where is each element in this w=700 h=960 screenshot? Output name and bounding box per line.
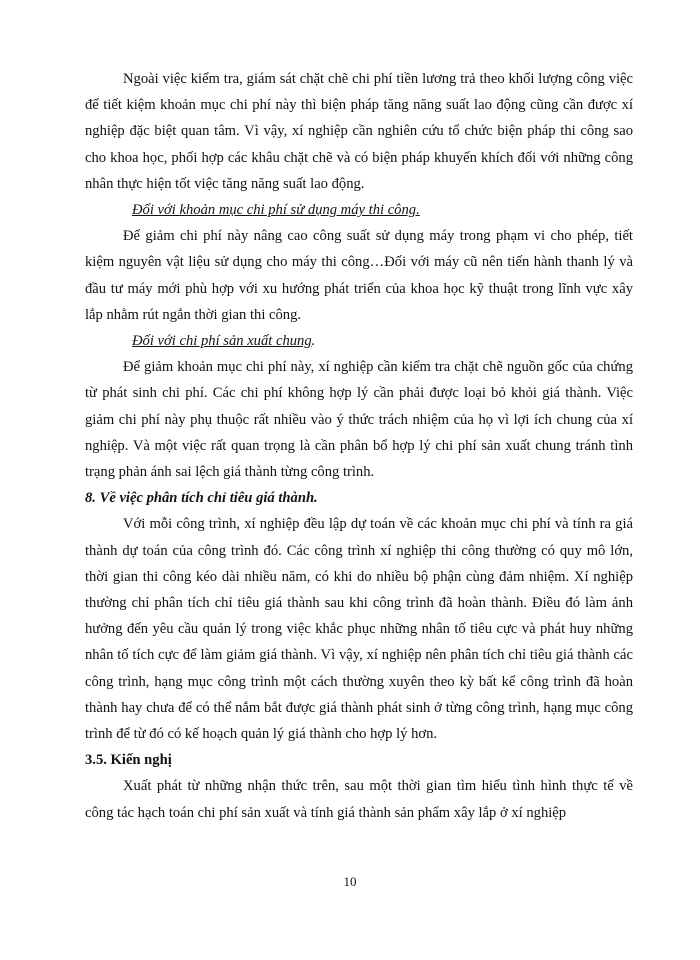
heading-cost-analysis: 8. Về việc phân tích chỉ tiêu giá thành. (85, 490, 318, 507)
paragraph-recommendations: Xuất phát từ những nhận thức trên, sau một thời gian tìm hiểu tình hình thực tế về công tác hạch toán chi phí sản xuất và tính giá thành sản phẩm xây lắp ở xí nghiệp (85, 778, 633, 821)
subheading-general-costs-period: . (311, 333, 316, 350)
subheading-general-costs-text: Đối với chi phí sản xuất chung (132, 333, 312, 350)
paragraph-cost-analysis: Với mỗi công trình, xí nghiệp đều lập dự toán về các khoản mục chi phí và tính ra giá thành dự toán của công trình đó. Các công trình xí nghiệp thi công thường có quy mô lớn, thời gian thi công kéo dài nhiều năm, có khi do nhiều bộ phận cùng đảm nhiệm. Xí nghiệp thường chỉ phân tích chỉ tiêu giá thành sau khi công trình đã hoàn thành. Điều đó làm ảnh hưởng đến yêu cầu quản lý trong việc khắc phục những nhân tố tiêu cực và phát huy những nhân tố tích cực để làm giảm giá thành. Vì vậy, xí nghiệp nên phân tích chỉ tiêu giá thành các công trình, hạng mục công trình một cách thường xuyên theo kỳ bất kể công trình đã hoàn thành hay chưa để có thể nắm bắt được giá thành phát sinh ở từng công trình, hạng mục công trình để từ đó có kế hoạch quản lý giá thành cho hợp lý hơn. (85, 516, 633, 743)
heading-recommendations: 3.5. Kiến nghị (85, 752, 172, 769)
paragraph-labor-productivity: Ngoài việc kiểm tra, giám sát chặt chẽ chi phí tiền lương trả theo khối lượng công việc để tiết kiệm khoản mục chi phí này thì biện pháp tăng năng suất lao động cũng cần được xí nghiệp đặc biệt quan tâm. Vì vậy, xí nghiệp cần nghiên cứu tổ chức biện pháp thi công sao cho khoa học, phối hợp các khâu chặt chẽ và có biện pháp khuyến khích đối với những công nhân thực hiện tốt việc tăng năng suất lao động. (85, 71, 633, 192)
paragraph-machine-costs: Để giảm chi phí này nâng cao công suất sử dụng máy trong phạm vi cho phép, tiết kiệm nguyên vật liệu sử dụng cho máy thi công…Đối với máy cũ nên tiến hành thanh lý và đầu tư máy mới phù hợp với xu hướng phát triển của khoa học kỹ thuật trong lĩnh vực xây lắp nhằm rút ngắn thời gian thi công. (85, 228, 633, 323)
document-page (85, 66, 633, 826)
subheading-general-costs (85, 328, 633, 354)
paragraph-general-costs: Để giảm khoản mục chi phí này, xí nghiệp cần kiểm tra chặt chẽ nguồn gốc của chứng từ phát sinh chi phí. Các chi phí không hợp lý cần phải được loại bỏ khỏi giá thành. Việc giảm chi phí này phụ thuộc rất nhiều vào ý thức trách nhiệm của họ vì lợi ích chung của xí nghiệp. Và một việc rất quan trọng là cần phân bổ hợp lý chi phí sản xuất chung tránh tình trạng phản ánh sai lệch giá thành từng công trình. (85, 359, 633, 481)
page-number: 10 (343, 874, 357, 889)
subheading-machine-costs: Đối với khoản mục chi phí sử dụng máy thi công. (132, 202, 420, 219)
